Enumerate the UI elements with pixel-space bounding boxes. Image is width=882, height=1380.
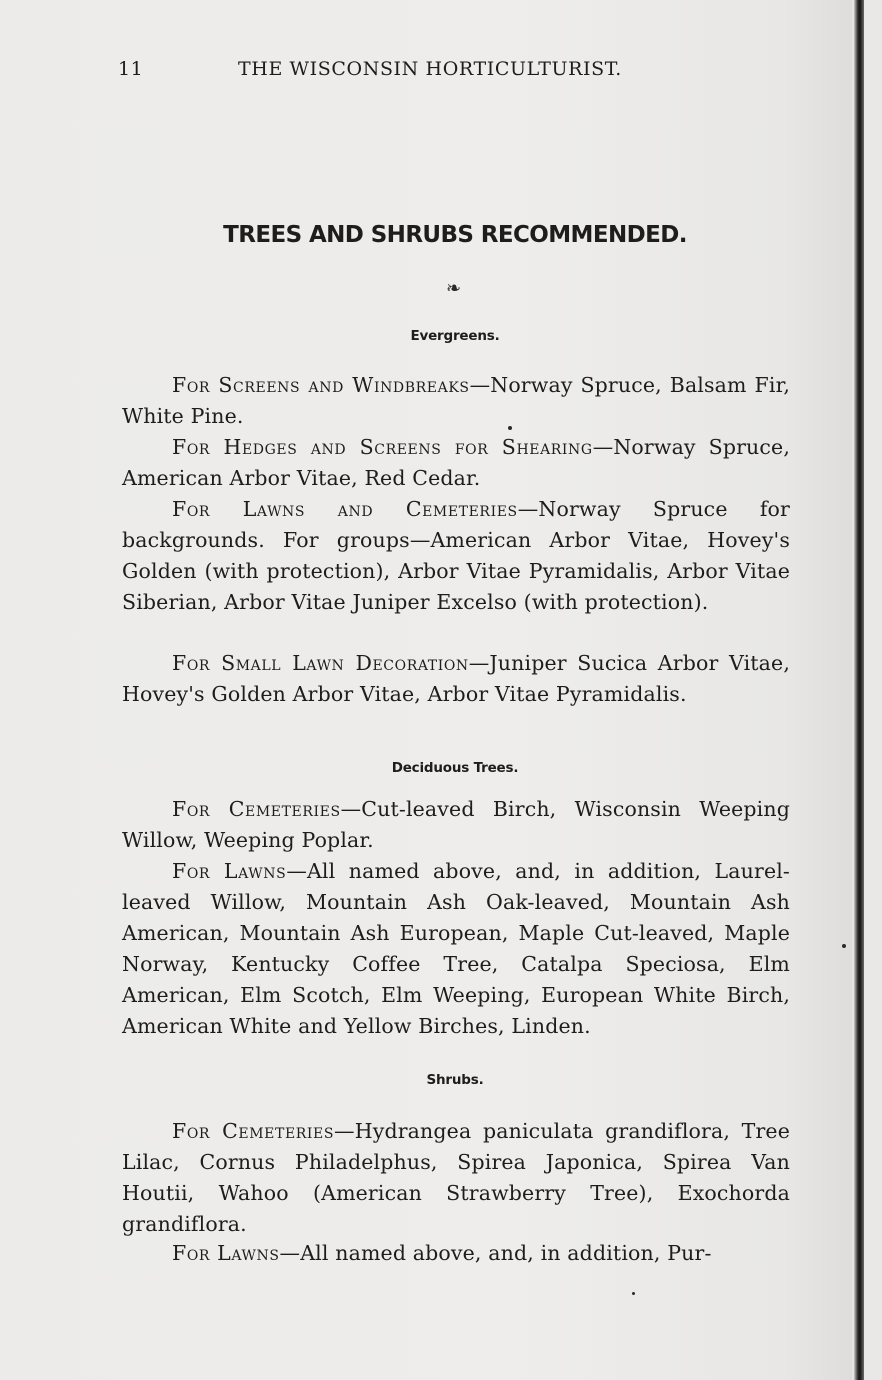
running-head (118, 58, 698, 80)
article-title: TREES AND SHRUBS RECOMMENDED. (223, 222, 687, 248)
paragraph-text: —Norway Spruce, Balsam Fir, White Pine. (122, 373, 790, 428)
paragraph-label: For Cemeteries (172, 797, 341, 821)
print-speck (842, 944, 846, 948)
paragraph-text: —All named above, and, in addition, Laurel-leaved Willow, Mountain Ash Oak-leaved, Mountain Ash American, Mountain Ash European, Maple Cut-leaved, Maple Norway, Kentucky Coffee Tree, Catalpa Speciosa, Elm American, Elm Scotch, Elm Weeping, European White Birch, American White and Yellow Birches, Linden. (122, 859, 791, 1038)
print-speck (508, 426, 512, 430)
section-heading-deciduous-trees: Deciduous Trees. (391, 760, 519, 776)
print-speck (632, 1292, 635, 1295)
paragraph-text: —Norway Spruce for backgrounds. For groups—American Arbor Vitae, Hovey's Golden (with protection), Arbor Vitae Pyramidalis, Arbor Vitae Siberian, Arbor Vitae Juniper Excelso (with protection). (122, 497, 790, 614)
paragraph-label: For Cemeteries (172, 1119, 335, 1143)
paragraph-label: For Hedges and Screens for Shearing (172, 435, 593, 459)
paragraph-shrubs-lawns (122, 1238, 790, 1269)
paragraph-text: —Norway Spruce, American Arbor Vitae, Red Cedar. (122, 435, 790, 490)
paragraph-lawns-cemeteries (122, 494, 790, 618)
book-spine-shadow (854, 0, 864, 1380)
paragraph-text: —Juniper Sucica Arbor Vitae, Hovey's Golden Arbor Vitae, Arbor Vitae Pyramidalis. (122, 651, 791, 706)
fleuron-icon: ❧ (446, 278, 462, 299)
paragraph-label: For Lawns (172, 859, 287, 883)
section-heading-shrubs: Shrubs. (426, 1072, 484, 1088)
paragraph-screens-windbreaks (122, 370, 790, 432)
page-edge (864, 0, 882, 1380)
paragraph-small-lawn-decoration (122, 648, 790, 710)
paragraph-deciduous-lawns (122, 856, 790, 1042)
paragraph-text: —All named above, and, in addition, Pur- (279, 1241, 712, 1265)
paragraph-text: —Hydrangea paniculata grandiflora, Tree Lilac, Cornus Philadelphus, Spirea Japonica, Spirea Van Houtii, Wahoo (American Strawberry Tree), Exochorda grandiflora. (122, 1119, 790, 1236)
paragraph-text: —Cut-leaved Birch, Wisconsin Weeping Willow, Weeping Poplar. (122, 797, 790, 852)
paragraph-label: For Lawns and Cemeteries (172, 497, 518, 521)
section-heading-evergreens: Evergreens. (410, 328, 500, 344)
paragraph-hedges-screens (122, 432, 790, 494)
paragraph-label: For Small Lawn Decoration (172, 651, 469, 675)
paragraph-shrubs-cemeteries (122, 1116, 790, 1240)
page-number: 11 (118, 58, 144, 80)
paragraph-label: For Lawns (172, 1241, 280, 1265)
paragraph-label: For Screens and Windbreaks (172, 373, 470, 397)
paragraph-deciduous-cemeteries (122, 794, 790, 856)
journal-title: THE WISCONSIN HORTICULTURIST. (238, 58, 622, 80)
